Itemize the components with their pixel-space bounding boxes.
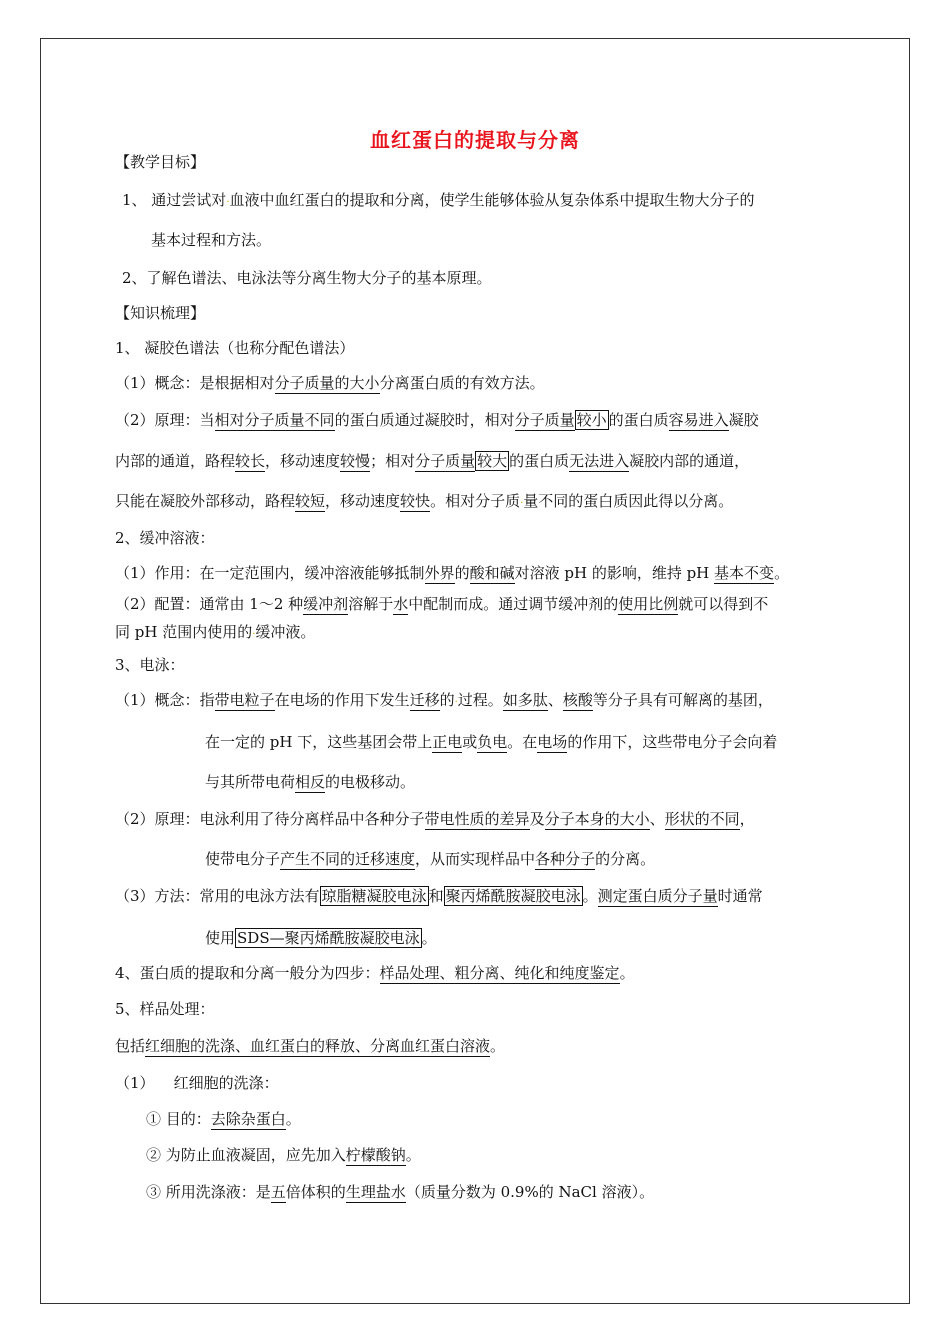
underlined-answer: 生理盐水 bbox=[345, 1183, 406, 1201]
underlined-answer: 迁移 bbox=[409, 691, 440, 709]
underlined-answer: 负电 bbox=[477, 733, 508, 751]
text: 的 bbox=[454, 564, 470, 582]
text: 。 bbox=[285, 1110, 301, 1128]
underlined-answer: 五 bbox=[270, 1183, 286, 1201]
underlined-answer: 柠檬酸钠 bbox=[345, 1146, 406, 1164]
underlined-answer: 相对分子质量不同 bbox=[214, 411, 335, 429]
underlined-answer: 较长 bbox=[235, 452, 266, 470]
text: （1）作用：在一定范围内，缓冲溶液能够抵制 bbox=[115, 564, 425, 582]
topic-5-includes bbox=[115, 1036, 505, 1056]
text: 的电极移动。 bbox=[325, 773, 416, 791]
topic-3-principle-line-1 bbox=[115, 809, 755, 829]
text: 和 bbox=[428, 887, 444, 905]
text: ③ 所用洗涤液：是 bbox=[146, 1183, 271, 1201]
topic-2-prep-line-2 bbox=[115, 622, 315, 645]
topic-3-concept-line-2 bbox=[205, 732, 777, 752]
topic-2-function bbox=[115, 563, 789, 583]
underlined-answer: 核酸 bbox=[562, 691, 593, 709]
text: 4、蛋白质的提取和分离一般分为四步： bbox=[115, 964, 380, 982]
underlined-answer: 红细胞的洗涤、血红蛋白的释放、分离血红蛋白溶液 bbox=[145, 1037, 491, 1055]
underlined-answer: 容易进入 bbox=[668, 411, 729, 429]
text: 的分离。 bbox=[595, 850, 656, 868]
underlined-answer: 无法进入 bbox=[569, 452, 630, 470]
underlined-answer: 形状的不同 bbox=[664, 810, 740, 828]
text: 的蛋白质 bbox=[509, 452, 570, 470]
topic-2-heading: 2、缓冲溶液： bbox=[115, 529, 215, 547]
underlined-answer: 缓冲剂 bbox=[303, 595, 349, 613]
topic-2-prep-line-1 bbox=[115, 594, 768, 614]
underlined-answer: 较快 bbox=[400, 492, 431, 510]
text: 的蛋白质 bbox=[608, 411, 669, 429]
text: （2）原理：当 bbox=[115, 411, 215, 429]
text: 的蛋白质通过凝胶时，相对 bbox=[334, 411, 515, 429]
underlined-answer: 如多肽 bbox=[502, 691, 548, 709]
text: ， bbox=[739, 810, 755, 828]
text: 对溶液 pH 的影响，维持 pH bbox=[514, 564, 715, 582]
text: 过程。 bbox=[457, 691, 503, 709]
underlined-answer: 分子本身的大小 bbox=[544, 810, 650, 828]
text: 分离蛋白质的有效方法。 bbox=[379, 374, 545, 392]
text: 血液中血红蛋白的提取和分离，使学生能够体验从复杂体系中提取生物大分子的 bbox=[229, 191, 755, 209]
topic-5-sub-1: （1） 红细胞的洗涤： bbox=[115, 1074, 279, 1092]
mark-dot: · bbox=[520, 498, 524, 509]
topic-3-concept-line-1 bbox=[115, 690, 773, 713]
text: 就可以得到不 bbox=[678, 595, 769, 613]
goal-2: 2、了解色谱法、电泳法等分离生物大分子的基本原理。 bbox=[122, 269, 492, 287]
topic-3-method-line-2 bbox=[205, 928, 437, 948]
text: 的作用下，这些带电分子会向着 bbox=[567, 733, 778, 751]
text: 、 bbox=[649, 810, 665, 828]
underlined-answer: 水 bbox=[393, 595, 409, 613]
topic-1-concept bbox=[115, 373, 545, 393]
text: 内部的通道，路程 bbox=[115, 452, 236, 470]
boxed-answer: 聚丙烯酰胺凝胶电泳 bbox=[445, 887, 581, 905]
text: 中配制而成。通过调节缓冲剂的 bbox=[408, 595, 619, 613]
topic-1-principle-line-2 bbox=[115, 451, 749, 471]
text: 倍体积的 bbox=[285, 1183, 346, 1201]
text: 。相对分子质 bbox=[430, 492, 521, 510]
boxed-answer: 琼脂糖凝胶电泳 bbox=[321, 887, 427, 905]
underlined-answer: 去除杂蛋白 bbox=[210, 1110, 286, 1128]
topic-1-heading: 1、 凝胶色谱法（也称分配色谱法） bbox=[115, 339, 355, 357]
underlined-answer: 电场 bbox=[537, 733, 568, 751]
boxed-answer: 较大 bbox=[477, 452, 508, 470]
document-title: 血红蛋白的提取与分离 bbox=[370, 128, 580, 152]
text: 。 bbox=[582, 887, 598, 905]
text: 溶解于 bbox=[348, 595, 394, 613]
text: （1）概念：指 bbox=[115, 691, 215, 709]
text: 凝胶内部的通道， bbox=[629, 452, 750, 470]
topic-3-method-line-1 bbox=[115, 886, 763, 906]
topic-4 bbox=[115, 963, 635, 983]
goal-1-line-2: 基本过程和方法。 bbox=[151, 231, 272, 249]
text: ，从而实现样品中 bbox=[415, 850, 536, 868]
underlined-answer: 相反 bbox=[295, 773, 326, 791]
underlined-answer: 分子质量 bbox=[514, 411, 575, 429]
text: 。 bbox=[490, 1037, 506, 1055]
underlined-answer: 基本不变 bbox=[714, 564, 775, 582]
text: ① 目的： bbox=[146, 1110, 211, 1128]
underlined-answer: 外界 bbox=[424, 564, 455, 582]
text: 时通常 bbox=[717, 887, 763, 905]
text: 在一定的 pH 下，这些基团会带上 bbox=[205, 733, 433, 751]
text: （2）原理：电泳利用了待分离样品中各种分子 bbox=[115, 810, 425, 828]
text: 量不同的蛋白质因此得以分离。 bbox=[523, 492, 734, 510]
text: 等分子具有可解离的基团， bbox=[592, 691, 773, 709]
mark-dot: · bbox=[252, 629, 256, 640]
topic-3-heading: 3、电泳： bbox=[115, 656, 185, 674]
text: ，移动速度 bbox=[265, 452, 341, 470]
topic-5-heading: 5、样品处理： bbox=[115, 1000, 215, 1018]
text: 与其所带电荷 bbox=[205, 773, 296, 791]
text: 只能在凝胶外部移动，路程 bbox=[115, 492, 296, 510]
section-heading-knowledge: 【知识梳理】 bbox=[115, 304, 206, 322]
text: 。 bbox=[421, 929, 437, 947]
boxed-answer: SDS—聚丙烯酰胺凝胶电泳 bbox=[237, 929, 420, 947]
text: ② 为防止血液凝固，应先加入 bbox=[146, 1146, 346, 1164]
topic-3-concept-line-3 bbox=[205, 772, 415, 792]
text: 包括 bbox=[115, 1037, 146, 1055]
text: 缓冲液。 bbox=[255, 623, 316, 641]
text: （3）方法：常用的电泳方法有 bbox=[115, 887, 320, 905]
text: 在电场的作用下发生 bbox=[274, 691, 410, 709]
topic-5-item-3 bbox=[146, 1182, 654, 1202]
text: ，移动速度 bbox=[325, 492, 401, 510]
underlined-answer: 使用比例 bbox=[618, 595, 679, 613]
underlined-answer: 较短 bbox=[295, 492, 326, 510]
text: （1）概念：是根据相对 bbox=[115, 374, 275, 392]
mark-dot: · bbox=[226, 197, 230, 208]
text: 、 bbox=[547, 691, 563, 709]
text: 的 bbox=[439, 691, 455, 709]
text: （质量分数为 0.9%的 NaCl 溶液）。 bbox=[405, 1183, 655, 1201]
text: 使带电分子 bbox=[205, 850, 281, 868]
text: ；相对 bbox=[370, 452, 416, 470]
underlined-answer: 带电性质的差异 bbox=[424, 810, 530, 828]
underlined-answer: 分子质量 bbox=[415, 452, 476, 470]
boxed-answer: 较小 bbox=[576, 411, 607, 429]
underlined-answer: 产生不同的迁移速度 bbox=[280, 850, 416, 868]
text: 及 bbox=[529, 810, 545, 828]
goal-1-line-1 bbox=[122, 190, 755, 213]
topic-5-item-2 bbox=[146, 1145, 421, 1165]
text: 使用 bbox=[205, 929, 236, 947]
underlined-answer: 测定蛋白质分子量 bbox=[597, 887, 718, 905]
text: 凝胶 bbox=[728, 411, 759, 429]
underlined-answer: 正电 bbox=[432, 733, 463, 751]
text: 或 bbox=[462, 733, 478, 751]
text: 。 bbox=[405, 1146, 421, 1164]
text: 。 bbox=[619, 964, 635, 982]
text: 。 bbox=[774, 564, 790, 582]
section-heading-goals: 【教学目标】 bbox=[115, 153, 206, 171]
underlined-answer: 较慢 bbox=[340, 452, 371, 470]
underlined-answer: 样品处理、粗分离、纯化和纯度鉴定 bbox=[379, 964, 620, 982]
topic-5-item-1 bbox=[146, 1109, 301, 1129]
topic-1-principle-line-3 bbox=[115, 491, 733, 514]
mark-dot: · bbox=[454, 697, 458, 708]
underlined-answer: 带电粒子 bbox=[214, 691, 275, 709]
text: （2）配置：通常由 1～2 种 bbox=[115, 595, 304, 613]
text: 同 pH 范围内使用的 bbox=[115, 623, 253, 641]
topic-1-principle-line-1 bbox=[115, 410, 759, 430]
underlined-answer: 各种分子 bbox=[535, 850, 596, 868]
topic-3-principle-line-2 bbox=[205, 849, 655, 869]
underlined-answer: 酸和碱 bbox=[469, 564, 515, 582]
text: 1、 通过尝试对 bbox=[122, 191, 227, 209]
underlined-answer: 分子质量的大小 bbox=[274, 374, 380, 392]
text: 。在 bbox=[507, 733, 538, 751]
